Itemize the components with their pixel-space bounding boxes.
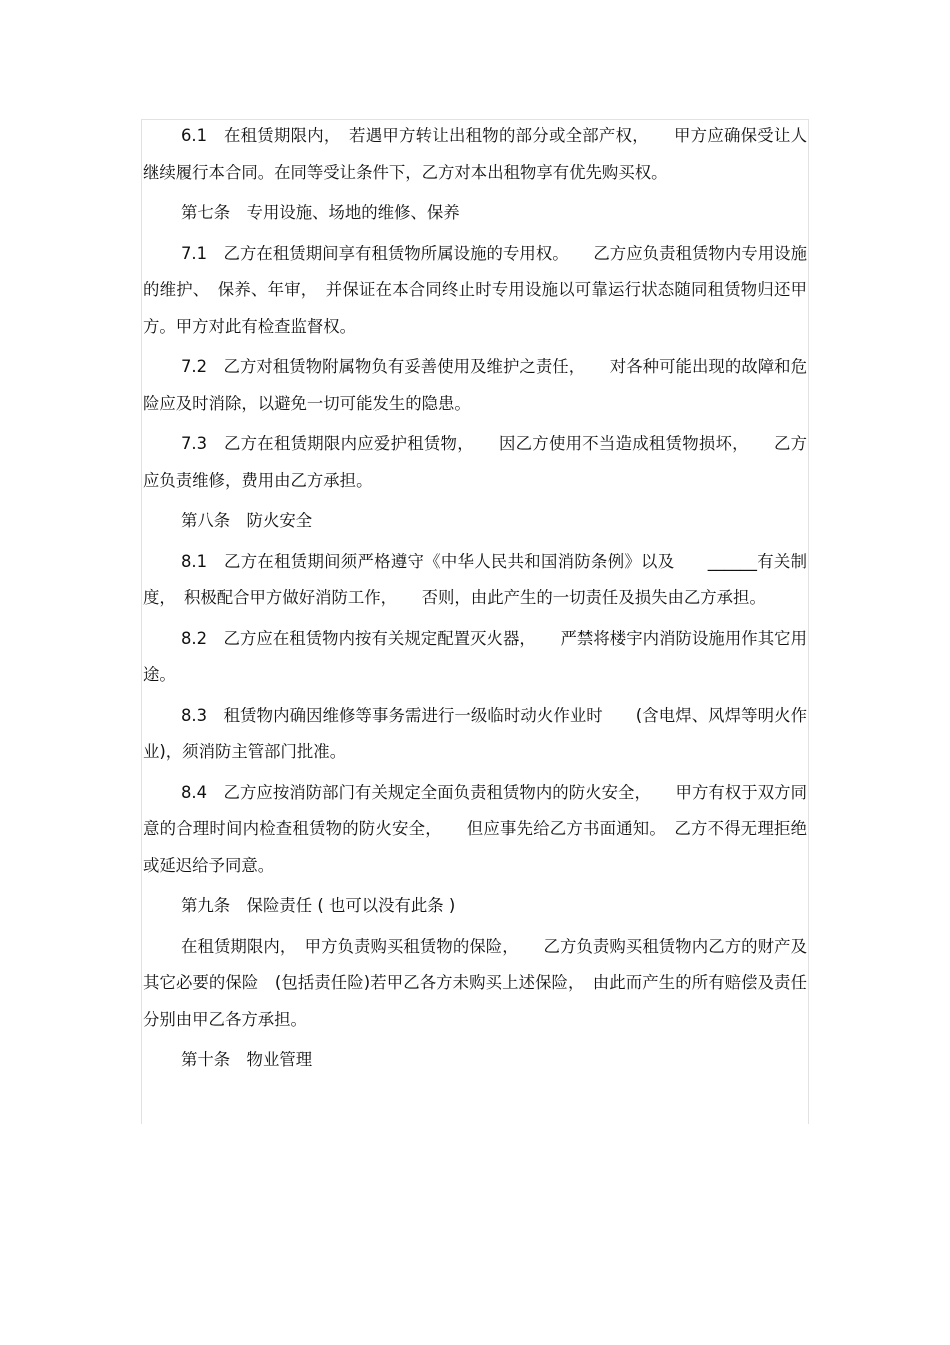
article-7-heading: 第七条 专用设施、场地的维修、保养: [181, 203, 460, 222]
clause-6-1: 6.1 在租赁期限内， 若遇甲方转让出租物的部分或全部产权， 甲方应确保受让人继续履行本合同。在同等受让条件下，乙方对本出租物享有优先购买权。: [143, 126, 807, 182]
clause-8-2: 8.2 乙方应在租赁物内按有关规定配置灭火器， 严禁将楼宇内消防设施用作其它用途。: [143, 628, 807, 684]
clause-7-2: 7.2 乙方对租赁物附属物负有妥善使用及维护之责任， 对各种可能出现的故障和危险应及时消除，以避免一切可能发生的隐患。: [143, 357, 807, 413]
clause-8-1: 8.1 乙方在租赁期间须严格遵守《中华人民共和国消防条例》以及 ______有关制度， 积极配合甲方做好消防工作， 否则，由此产生的一切责任及损失由乙方承担。: [143, 551, 807, 607]
clause-8-3: 8.3 租赁物内确因维修等事务需进行一级临时动火作业时 (含电焊、风焊等明火作业)，须消防主管部门批准。: [143, 705, 807, 761]
clause-9: 在租赁期限内， 甲方负责购买租赁物的保险， 乙方负责购买租赁物内乙方的财产及其它必要的保险 (包括责任险)若甲乙各方未购买上述保险， 由此而产生的所有赔偿及责任分别由甲乙各方承担。: [143, 936, 807, 1029]
document-body: [143, 118, 807, 1079]
article-10-heading: 第十条 物业管理: [181, 1050, 313, 1069]
article-8-heading: 第八条 防火安全: [181, 511, 313, 530]
article-9-heading: 第九条 保险责任 ( 也可以没有此条 ): [181, 896, 456, 915]
clause-7-1: 7.1 乙方在租赁期间享有租赁物所属设施的专用权。 乙方应负责租赁物内专用设施的维护、 保养、年审， 并保证在本合同终止时专用设施以可靠运行状态随同租赁物归还甲方。甲方对此有检查监督权。: [143, 243, 807, 336]
clause-7-3: 7.3 乙方在租赁期限内应爱护租赁物， 因乙方使用不当造成租赁物损坏， 乙方应负责维修，费用由乙方承担。: [143, 434, 807, 490]
clause-8-4: 8.4 乙方应按消防部门有关规定全面负责租赁物内的防火安全， 甲方有权于双方同意的合理时间内检查租赁物的防火安全， 但应事先给乙方书面通知。 乙方不得无理拒绝或延迟给予同意。: [143, 782, 807, 875]
